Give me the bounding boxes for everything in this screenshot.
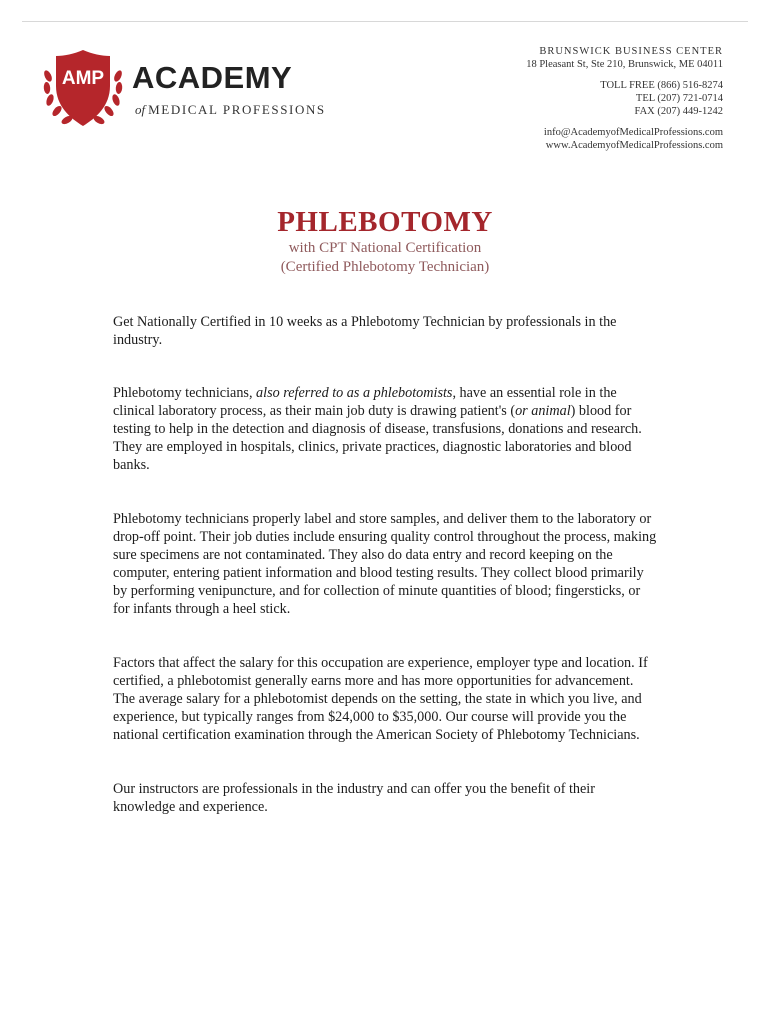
emblem-text: AMP (61, 68, 105, 89)
shield-laurel-icon (40, 46, 126, 132)
page-subtitle-2: (Certified Phlebotomy Technician) (280, 259, 490, 275)
paragraph-role (113, 384, 658, 474)
paragraph-role-text-c: ) blood for testing to help in the detection and diagnosis of disease, transfusions, donations and research. They are employed in hospitals, clinics, private practices, diagnostic laboratories and blood banks. (113, 403, 642, 473)
paragraph-role-text-a: Phlebotomy technicians, (113, 385, 257, 401)
body-text (113, 313, 658, 816)
website-link[interactable]: www.AcademyofMedicalProfessions.com (545, 140, 723, 151)
paragraph-salary: Factors that affect the salary for this occupation are experience, employer type and location. If certified, a phlebotomist generally earns more and has more opportunities for advancement. The average salary for a phlebotomist depends on the setting, the state in which you live, and experience, but typically ranges from $24,000 to $35,000. Our course will provide you the national certification examination through the American Society of Phlebotomy Technicians. (113, 655, 648, 743)
center-name: BRUNSWICK BUSINESS CENTER (539, 46, 723, 57)
email-link[interactable]: info@AcademyofMedicalProfessions.com (543, 127, 723, 138)
contact-block (526, 45, 723, 152)
paragraph-instructors: Our instructors are professionals in the industry and can offer you the benefit of their knowledge and experience. (113, 781, 595, 815)
brand-name: ACADEMY (132, 60, 293, 95)
paragraph-role-italic-1: also referred to as a phlebotomists (256, 385, 453, 401)
fax-number: FAX (207) 449-1242 (634, 106, 723, 117)
address: 18 Pleasant St, Ste 210, Brunswick, ME 04011 (526, 59, 723, 70)
page-subtitle-1: with CPT National Certification (288, 240, 482, 256)
page-title: PHLEBOTOMY (277, 206, 493, 238)
brand-subtitle-rest: MEDICAL PROFESSIONS (148, 102, 326, 117)
title-block (0, 205, 770, 277)
paragraph-role-italic-2: or animal (515, 403, 571, 419)
academy-logo (40, 46, 326, 132)
paragraph-duties: Phlebotomy technicians properly label and store samples, and deliver them to the laboratory or drop-off point. Their job duties include ensuring quality control throughout the process, making sure specimens are not contaminated. They also do data entry and record keeping on the computer, entering patient information and blood testing results. They collect blood primarily by performing venipuncture, and for collection of minute quantities of blood; fingersticks, or for infants through a heel stick. (113, 511, 657, 617)
top-divider (22, 21, 748, 22)
paragraph-intro: Get Nationally Certified in 10 weeks as a Phlebotomy Technician by professionals in the industry. (113, 314, 617, 348)
brand-subtitle-of: of (135, 102, 146, 117)
paragraph-role-text-b: , have an essential role in the clinical laboratory process, as their main job duty is drawing patient's ( (113, 385, 617, 419)
tel-phone: TEL (207) 721-0714 (635, 93, 723, 104)
brand-subtitle (135, 102, 326, 118)
toll-free-phone: TOLL FREE (866) 516-8274 (600, 80, 723, 91)
